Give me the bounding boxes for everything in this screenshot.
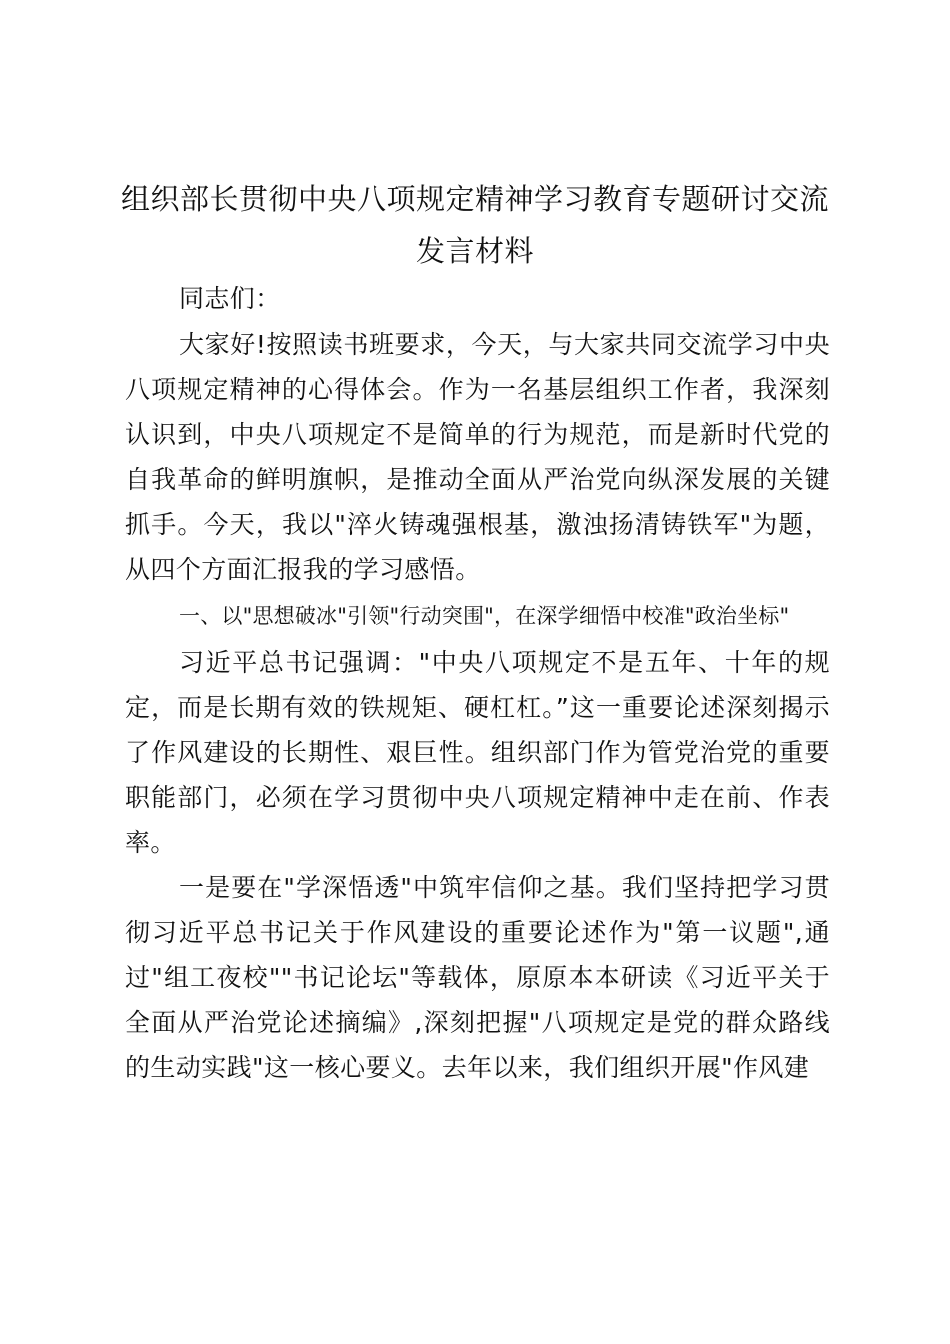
body-paragraph: 一是要在"学深悟透"中筑牢信仰之基。我们坚持把学习贯彻习近平总书记关于作风建设的重要论述作为"第一议题",通过"组工夜校""书记论坛"等载体，原原本本研读《习近平关于全面从严治党论述摘编》,深刻把握"八项规定是党的群众路线的生动实践"这一核心要义。去年以来，我们组织开展"作风建 — [125, 873, 830, 1082]
intro-paragraph: 大家好!按照读书班要求，今天，与大家共同交流学习中央八项规定精神的心得体会。作为一名基层组织工作者，我深刻认识到，中央八项规定不是简单的行为规范，而是新时代党的自我革命的鲜明旗帜，是推动全面从严治党向纵深发展的关键抓手。今天，我以"淬火铸魂强根基，激浊扬清铸铁军"为题，从四个方面汇报我的学习感悟。 — [125, 330, 830, 584]
body-paragraph: 习近平总书记强调："中央八项规定不是五年、十年的规定，而是长期有效的铁规矩、硬杠杠。”这一重要论述深刻揭示了作风建设的长期性、艰巨性。组织部门作为管党治党的重要职能部门，必须在学习贯彻中央八项规定精神中走在前、作表率。 — [125, 648, 830, 857]
document-title: 组织部长贯彻中央八项规定精神学习教育专题研讨交流发言材料 — [120, 182, 829, 268]
greeting: 同志们： — [179, 284, 281, 313]
document-body — [125, 276, 830, 1090]
section-heading: 一、以"思想破冰"引领"行动突围"，在深学细悟中校准"政治坐标" — [179, 604, 790, 628]
